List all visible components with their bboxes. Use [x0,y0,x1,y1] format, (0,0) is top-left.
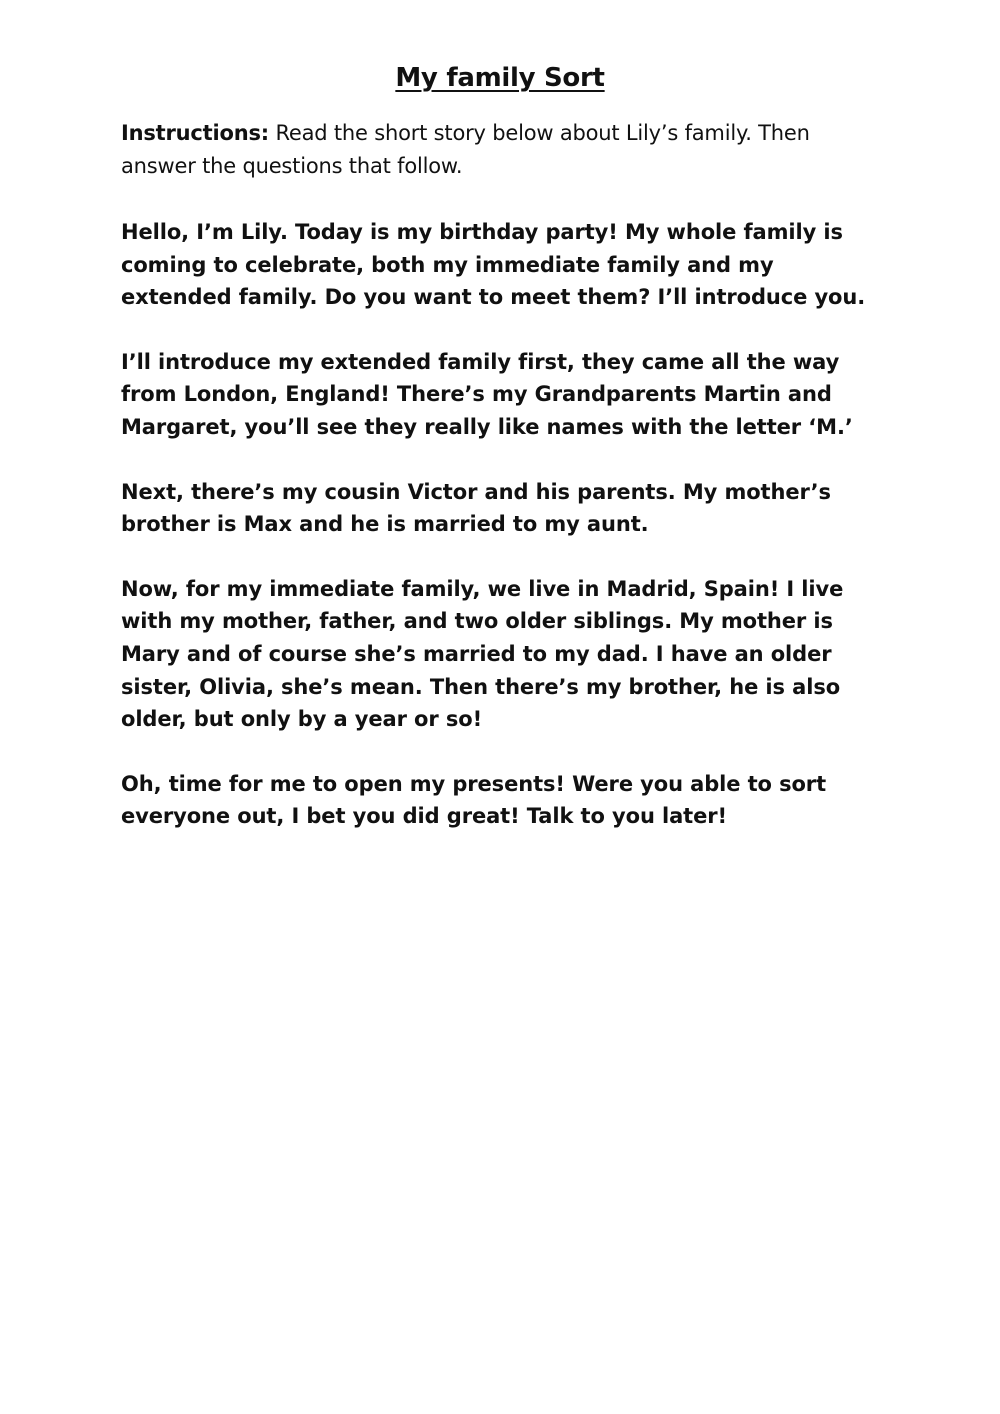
story-paragraph-intro: Hello, I’m Lily. Today is my birthday party! My whole family is coming to celebrate, both my immediate family and my extended family. Do you want to meet them? I’ll introduce you. [121,220,866,310]
story-paragraph-immediate-family: Now, for my immediate family, we live in Madrid, Spain! I live with my mother, father, and two older siblings. My mother is Mary and of course she’s married to my dad. I have an older sister, Olivia, she’s mean. Then there’s my brother, he is also older, but only by a year or so! [121,576,844,732]
worksheet-title: My family Sort [395,63,605,93]
instructions [121,117,881,183]
story-paragraph-grandparents: I’ll introduce my extended family first, they came all the way from London, England! There’s my Grandparents Martin and Margaret, you’ll see they really like names with the letter ‘M.’ [121,349,853,439]
instructions-text: Read the short story below about Lily’s family. Then answer the questions that follow. [121,121,810,178]
worksheet-content [121,117,881,865]
story-paragraph-closing: Oh, time for me to open my presents! Were you able to sort everyone out, I bet you did great! Talk to you later! [121,771,827,829]
instructions-label: Instructions: [121,121,269,145]
story-paragraph-cousin: Next, there’s my cousin Victor and his parents. My mother’s brother is Max and he is married to my aunt. [121,479,831,537]
